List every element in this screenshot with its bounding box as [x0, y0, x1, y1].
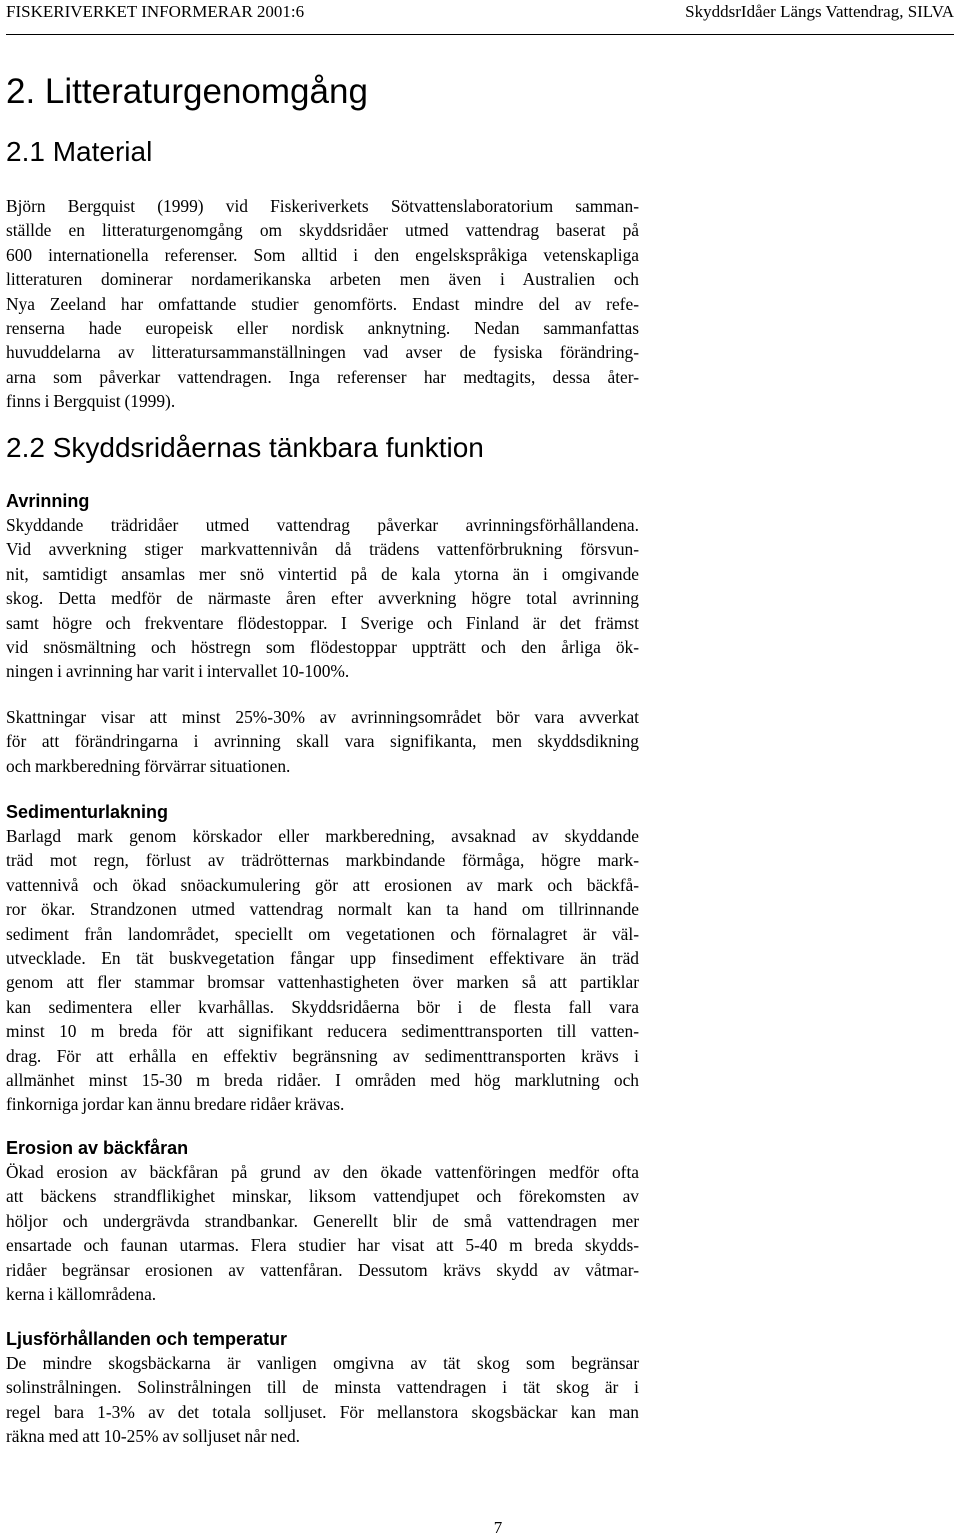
text-line: att bäckens strandflikighet minskar, liksom vattendjupet och förekomsten av	[6, 1186, 639, 1207]
text-line: ningen i avrinning har varit i intervallet 10-100%.	[6, 661, 350, 682]
running-header	[6, 0, 954, 35]
subheading-ljus: Ljusförhållanden och temperatur	[6, 1329, 288, 1349]
text-line: genom att fler stammar bromsar vattenhastigheten över marken så att partiklar	[6, 972, 639, 993]
subheading-avrinning: Avrinning	[6, 491, 90, 511]
text-line: ridåer begränsar erosionen av vattenfåran. Dessutom krävs skydd av våtmar-	[6, 1259, 639, 1280]
page-number: 7	[493, 1518, 503, 1537]
text-line: De mindre skogsbäckarna är vanligen omgivna av tät skog som begränsar	[6, 1353, 639, 1373]
text-line: regel bara 1-3% av det totala solljuset. För mellanstora skogsbäckar kan man	[6, 1401, 639, 1422]
text-line: kan sedimentera eller kvarhållas. Skyddsridåerna bör i de flesta fall vara	[6, 996, 639, 1017]
text-line: ensartade och faunan utarmas. Flera studier har visat att 5-40 m breda skydds-	[6, 1235, 639, 1256]
text-line: träd mot regn, förlust av trädrötternas markbindande förmåga, högre mark-	[6, 850, 639, 871]
text-line: vattennivå och ökad snöackumulering gör att erosionen av mark och bäckfå-	[6, 874, 639, 895]
text-line: solinstrålningen. Solinstrålningen till de minsta vattendragen i tät skog är i	[6, 1377, 639, 1398]
paragraph-material	[6, 194, 639, 414]
text-line: för att förändringarna i avrinning skall vara signifikanta, men skyddsdikning	[6, 731, 639, 752]
text-line: Nya Zeeland har omfattande studier genomförts. Endast mindre del av refe-	[6, 293, 639, 314]
text-line: arna som påverkar vattendragen. Inga referenser har medtagits, dessa åter-	[6, 366, 639, 387]
text-line: och markberedning förvärrar situationen.	[6, 755, 291, 776]
section-heading-function: 2.2 Skyddsridåernas tänkbara funktion	[6, 432, 484, 463]
text-line: höljor och undergrävda strandbankar. Generellt blir de små vattendragen mer	[6, 1210, 639, 1231]
header-publication: FISKERIVERKET INFORMERAR 2001:6	[6, 2, 305, 21]
text-line: nit, samtidigt ansamlas mer snö vintertid på de kala ytorna än i omgivande	[6, 563, 639, 584]
paragraph-erosion	[6, 1160, 639, 1306]
text-line: minst 10 m breda för att signifikant reducera sedimenttransporten till vatten-	[6, 1021, 639, 1042]
text-line: sediment från landområdet, speciellt om vegetationen och förnalagret är väl-	[6, 923, 639, 944]
text-line: finkorniga jordar kan ännu bredare ridåer krävas.	[6, 1094, 345, 1115]
text-line: Ökad erosion av bäckfåran på grund av den ökade vattenföringen medför ofta	[6, 1162, 639, 1182]
text-line: litteraturen dominerar nordamerikanska arbeten men även i Australien och	[6, 269, 639, 290]
subheading-sedimenturlakning: Sedimenturlakning	[6, 802, 169, 822]
text-line: vid snösmältning och höstregn som flödestoppar uppträtt och den årliga ök-	[6, 637, 639, 658]
text-line: allmänhet minst 15-30 m breda ridåer. I områden med hög marklutning och	[6, 1070, 639, 1091]
text-line: renserna hade europeisk eller nordisk anknytning. Nedan sammanfattas	[6, 318, 639, 339]
text-line: kerna i källområdena.	[6, 1284, 157, 1305]
text-line: ställde en litteraturgenomgång om skyddsridåer utmed vattendrag baserat på	[6, 220, 639, 241]
text-line: samt högre och frekventare flödestoppar. I Sverige och Finland är det främst	[6, 612, 639, 633]
text-line: Skattningar visar att minst 25%-30% av avrinningsområdet bör vara avverkat	[6, 707, 639, 727]
text-line: Skyddande trädridåer utmed vattendrag påverkar avrinningsförhållandena.	[6, 515, 639, 535]
paragraph-sedimenturlakning	[6, 824, 639, 1117]
text-line: Barlagd mark genom körskador eller markberedning, avsaknad av skyddande	[6, 826, 639, 846]
text-line: 600 internationella referenser. Som alltid i den engelskspråkiga vetenskapliga	[6, 244, 639, 265]
paragraph-ljus	[6, 1351, 639, 1449]
text-line: drag. För att erhålla en effektiv begränsning av sedimenttransporten krävs i	[6, 1045, 639, 1066]
paragraph-avrinning-1	[6, 513, 639, 684]
text-line: Vid avverkning stiger markvattennivån då trädens vattenförbrukning försvun-	[6, 539, 639, 560]
text-line: finns i Bergquist (1999).	[6, 391, 176, 412]
text-line: utvecklade. En tät buskvegetation fångar upp finsediment effektivare än träd	[6, 948, 639, 969]
subheading-erosion: Erosion av bäckfåran	[6, 1138, 189, 1158]
text-line: ror ökar. Strandzonen utmed vattendrag normalt kan ta hand om tillrinnande	[6, 899, 639, 920]
section-heading-material: 2.1 Material	[6, 136, 153, 167]
chapter-title: 2. Litteraturgenomgång	[6, 72, 368, 111]
text-line: räkna med att 10-25% av solljuset når ned.	[6, 1426, 300, 1447]
text-line: skog. Detta medför de närmaste åren efter avverkning högre total avrinning	[6, 588, 639, 609]
text-line: huvuddelarna av litteratursammanställningen vad avser de fysiska förändring-	[6, 342, 639, 363]
text-line: Björn Bergquist (1999) vid Fiskeriverkets Sötvattenslaboratorium samman-	[6, 196, 639, 216]
paragraph-avrinning-2	[6, 705, 639, 778]
header-report-title: SkyddsrIdåer Längs Vattendrag, SILVA	[685, 2, 954, 21]
